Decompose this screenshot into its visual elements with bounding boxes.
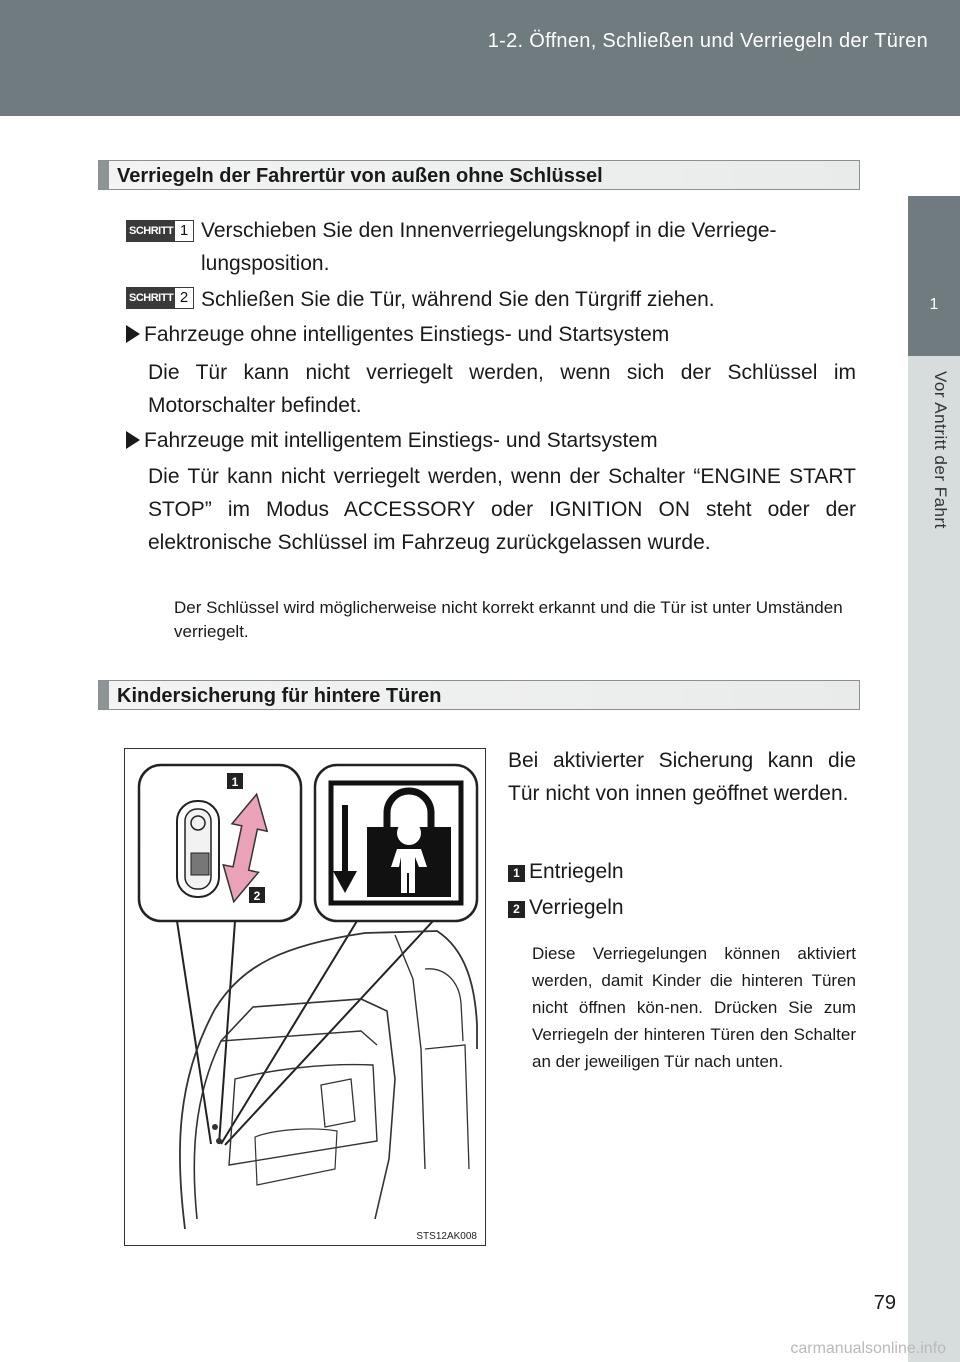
step-number: 2: [174, 288, 193, 308]
figure-code: STS12AK008: [416, 1231, 477, 1242]
step-1-line-1: Verschieben Sie den Innenverriegelungsknopf in die Verriege-: [201, 219, 777, 242]
case-1-body: Die Tür kann nicht verriegelt werden, wenn sich der Schlüssel im Motorschalter befindet.: [148, 361, 856, 417]
case-2-heading: [126, 424, 658, 457]
child-lock-illustration: [124, 748, 486, 1246]
step-badge-2: [126, 287, 194, 309]
child-lock-intro: Bei aktivierter Sicherung kann die Tür nicht von innen geöffnet werden.: [508, 749, 856, 805]
chapter-title: 1-2. Öffnen, Schließen und Verriegeln der Türen: [487, 30, 928, 52]
side-tab: [908, 116, 960, 1362]
callout-2-icon: 2: [508, 901, 525, 918]
side-tab-number-block: [908, 196, 960, 356]
page-number: 79: [873, 1292, 896, 1314]
item-entriegeln: [508, 855, 624, 888]
side-tab-number: 1: [929, 296, 939, 313]
door-illustration: [125, 749, 485, 1245]
step-label: SCHRITT: [129, 292, 174, 304]
triangle-bullet-icon: [126, 325, 140, 343]
step-badge-1: [126, 220, 194, 242]
item-verriegeln: [508, 891, 624, 924]
section-heading-text: Verriegeln der Fahrertür von außen ohne Schlüssel: [117, 165, 603, 187]
step-1-line-2: lungsposition.: [201, 252, 330, 275]
item-label: Verriegeln: [529, 896, 624, 919]
child-lock-note: Diese Verriegelungen können aktiviert werden, damit Kinder die hinteren Türen nicht öffnen kön-nen. Drücken Sie zum Verriegeln der hinteren Türen den Schalter an der jeweiligen Tür nach unten.: [532, 944, 856, 1071]
callout-1-icon: 1: [508, 865, 525, 882]
watermark: carmanualsonline.info: [790, 1340, 946, 1357]
case-2-heading-text: Fahrzeuge mit intelligentem Einstiegs- und Startsystem: [144, 429, 658, 452]
side-tab-label: Vor Antritt der Fahrt: [931, 371, 950, 529]
step-number: 1: [174, 221, 193, 241]
figure-callout-1: 1: [231, 775, 239, 789]
triangle-bullet-icon: [126, 431, 140, 449]
section-heading-child-lock: [98, 680, 860, 710]
case-1-heading-text: Fahrzeuge ohne intelligentes Einstiegs- und Startsystem: [144, 323, 670, 346]
section-1-note: Der Schlüssel wird möglicherweise nicht korrekt erkannt und die Tür ist unter Umständen verriegelt.: [174, 598, 843, 641]
section-heading-text: Kindersicherung für hintere Türen: [117, 685, 442, 707]
section-heading-lock-driver-door: [98, 160, 860, 190]
case-2-body: Die Tür kann nicht verriegelt werden, wenn der Schalter “ENGINE START STOP” im Modus ACCESSORY oder IGNITION ON steht oder der elektronische Schlüssel im Fahrzeug zurückgelassen wurde.: [148, 465, 856, 554]
step-label: SCHRITT: [129, 225, 174, 237]
figure-callout-2: 2: [253, 889, 261, 903]
case-1-heading: [126, 318, 669, 351]
page-header: [0, 0, 960, 116]
step-2-line-1: Schließen Sie die Tür, während Sie den Türgriff ziehen.: [201, 288, 715, 311]
item-label: Entriegeln: [529, 860, 624, 883]
